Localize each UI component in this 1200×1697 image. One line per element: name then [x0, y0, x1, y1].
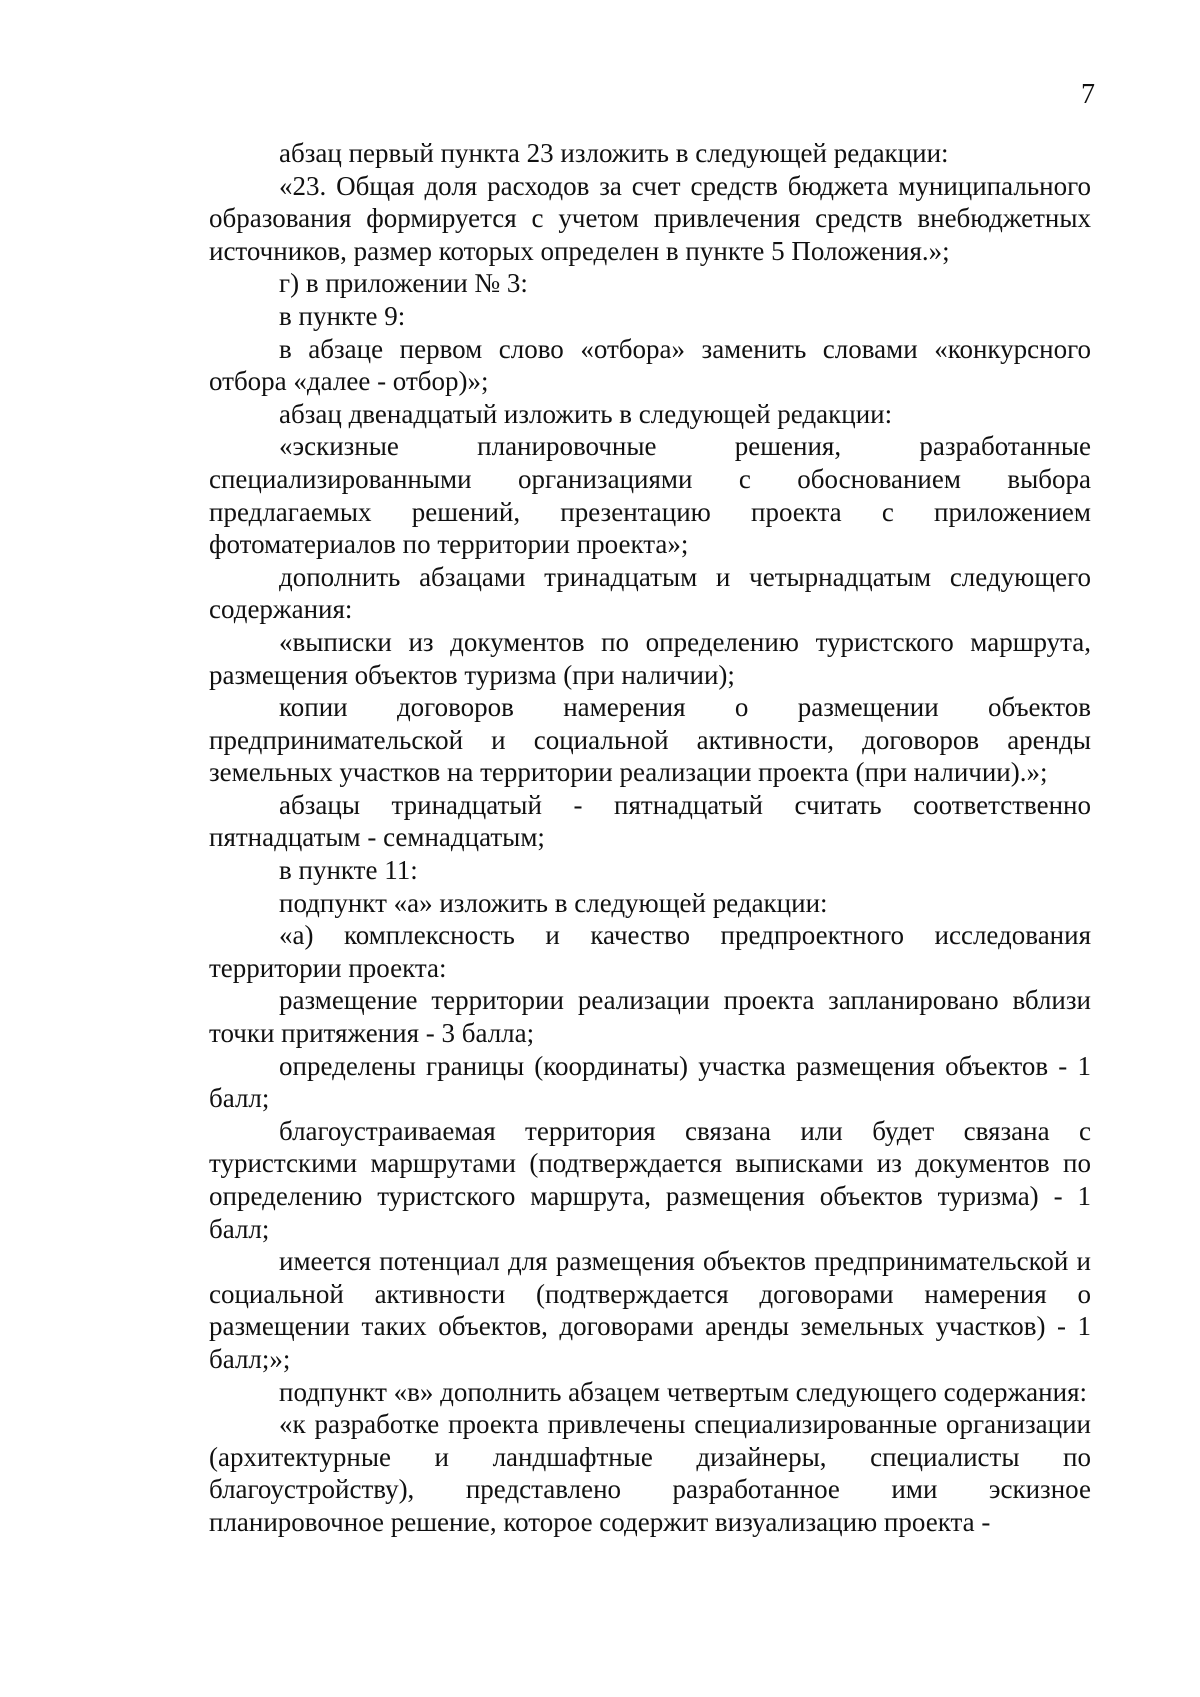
paragraph: абзац двенадцатый изложить в следующей редакции:	[279, 398, 893, 429]
paragraph: дополнить абзацами тринадцатым и четырнадцатым следующего содержания:	[209, 561, 1091, 625]
paragraph: размещение территории реализации проекта запланировано вблизи точки притяжения - 3 балла;	[209, 985, 1091, 1049]
paragraph: в абзаце первом слово «отбора» заменить словами «конкурсного отбора «далее - отбор)»;	[209, 333, 1091, 397]
paragraph: «эскизные планировочные решения, разработанные специализированными организациями с обоснованием выбора предлагаемых решений, презентацию проекта с приложением фотоматериалов по территории проекта»;	[209, 431, 1091, 560]
page-number: 7	[1081, 79, 1095, 110]
paragraph: в пункте 9:	[279, 300, 406, 331]
paragraph: «23. Общая доля расходов за счет средств бюджета муниципального образования формируется с учетом привлечения средств внебюджетных источников, размер которых определен в пункте 5 Положения.»;	[209, 170, 1091, 266]
paragraph: благоустраиваемая территория связана или будет связана с туристскими маршрутами (подтверждается выписками из документов по определению туристского маршрута, размещения объектов туризма) - 1 балл;	[209, 1115, 1091, 1244]
paragraph: г) в приложении № 3:	[279, 268, 528, 299]
paragraph: «выписки из документов по определению туристского маршрута, размещения объектов туризма (при наличии);	[209, 626, 1091, 690]
paragraph: в пункте 11:	[279, 855, 418, 886]
paragraph: «к разработке проекта привлечены специализированные организации (архитектурные и ландшафтные дизайнеры, специалисты по благоустройству), представлено разработанное ими эскизное планировочное решение, которое содержит визуализацию проекта -	[209, 1409, 1091, 1537]
paragraph: абзац первый пункта 23 изложить в следующей редакции:	[279, 138, 949, 168]
paragraph: определены границы (координаты) участка размещения объектов - 1 балл;	[209, 1050, 1091, 1114]
document-body	[209, 137, 1091, 1539]
paragraph: «а) комплексность и качество предпроектного исследования территории проекта:	[209, 920, 1091, 983]
paragraph: подпункт «в» дополнить абзацем четвертым следующего содержания:	[279, 1376, 1087, 1407]
paragraph: подпункт «а» изложить в следующей редакции:	[279, 887, 828, 918]
paragraph: копии договоров намерения о размещении объектов предпринимательской и социальной активности, договоров аренды земельных участков на территории реализации проекта (при наличии).»;	[209, 692, 1091, 788]
paragraph: имеется потенциал для размещения объектов предпринимательской и социальной активности (подтверждается договорами намерения о размещении таких объектов, договорами аренды земельных участков) - 1 балл;»;	[209, 1246, 1091, 1374]
paragraph: абзацы тринадцатый - пятнадцатый считать соответственно пятнадцатым - семнадцатым;	[209, 789, 1091, 853]
